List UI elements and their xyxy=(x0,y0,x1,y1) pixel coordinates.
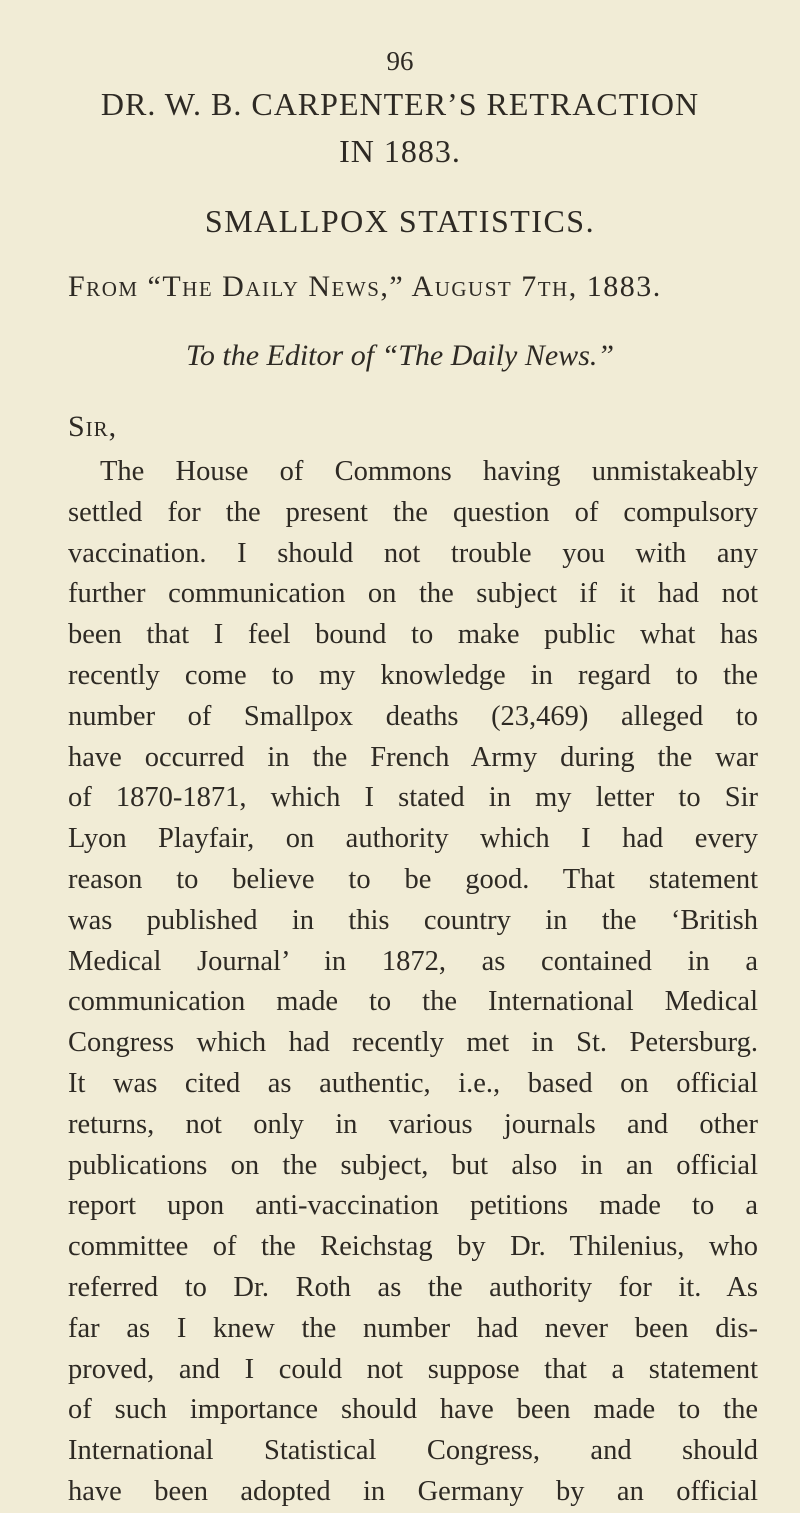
letter-body xyxy=(68,452,758,1513)
body-line: returns, not only in various journals and other xyxy=(68,1108,758,1140)
dedication: To the Editor of “The Daily News.” xyxy=(185,339,615,372)
body-line: Lyon Playfair, on authority which I had every xyxy=(68,823,758,855)
body-line: Congress which had recently met in St. Petersburg. xyxy=(68,1027,758,1059)
body-line: further communication on the subject if it had not xyxy=(68,578,758,610)
body-line: International Statistical Congress, and should xyxy=(68,1435,758,1467)
body-line: referred to Dr. Roth as the authority for it. As xyxy=(68,1271,758,1303)
title-line-1: DR. W. B. CARPENTER’S RETRACTION xyxy=(100,86,700,122)
body-line: The House of Commons having unmistakeably xyxy=(100,456,758,487)
body-line: Medical Journal’ in 1872, as contained in a xyxy=(68,945,758,977)
body-line: have been adopted in Germany by an official xyxy=(68,1475,758,1507)
body-line: committee of the Reichstag by Dr. Thilenius, who xyxy=(68,1231,758,1263)
body-line: of such importance should have been made to the xyxy=(68,1394,758,1426)
body-line: communication made to the International Medical xyxy=(68,986,758,1018)
body-line: publications on the subject, but also in an official xyxy=(68,1149,758,1181)
page-number: 96 xyxy=(386,46,414,76)
body-line: reason to believe to be good. That statement xyxy=(68,863,758,895)
body-line: was published in this country in the ‘British xyxy=(68,904,758,936)
body-line: It was cited as authentic, i.e., based on official xyxy=(68,1067,758,1099)
section-heading: SMALLPOX STATISTICS. xyxy=(204,203,596,239)
body-line: recently come to my knowledge in regard to the xyxy=(68,659,758,691)
body-line: number of Smallpox deaths (23,469) alleged to xyxy=(68,700,758,732)
title-line-2: IN 1883. xyxy=(339,133,461,169)
source-line: From “The Daily News,” August 7th, 1883. xyxy=(68,270,662,303)
body-line: settled for the present the question of compulsory xyxy=(68,496,758,528)
body-line: been that I feel bound to make public what has xyxy=(68,619,758,651)
body-line: proved, and I could not suppose that a statement xyxy=(68,1353,758,1385)
salutation: Sir, xyxy=(68,410,118,443)
body-line: report upon anti-vaccination petitions made to a xyxy=(68,1190,758,1222)
body-line: have occurred in the French Army during the war xyxy=(68,741,758,773)
body-line: of 1870-1871, which I stated in my letter to Sir xyxy=(68,782,758,814)
body-line: vaccination. I should not trouble you with any xyxy=(68,537,758,569)
body-line: far as I knew the number had never been dis- xyxy=(68,1312,758,1344)
